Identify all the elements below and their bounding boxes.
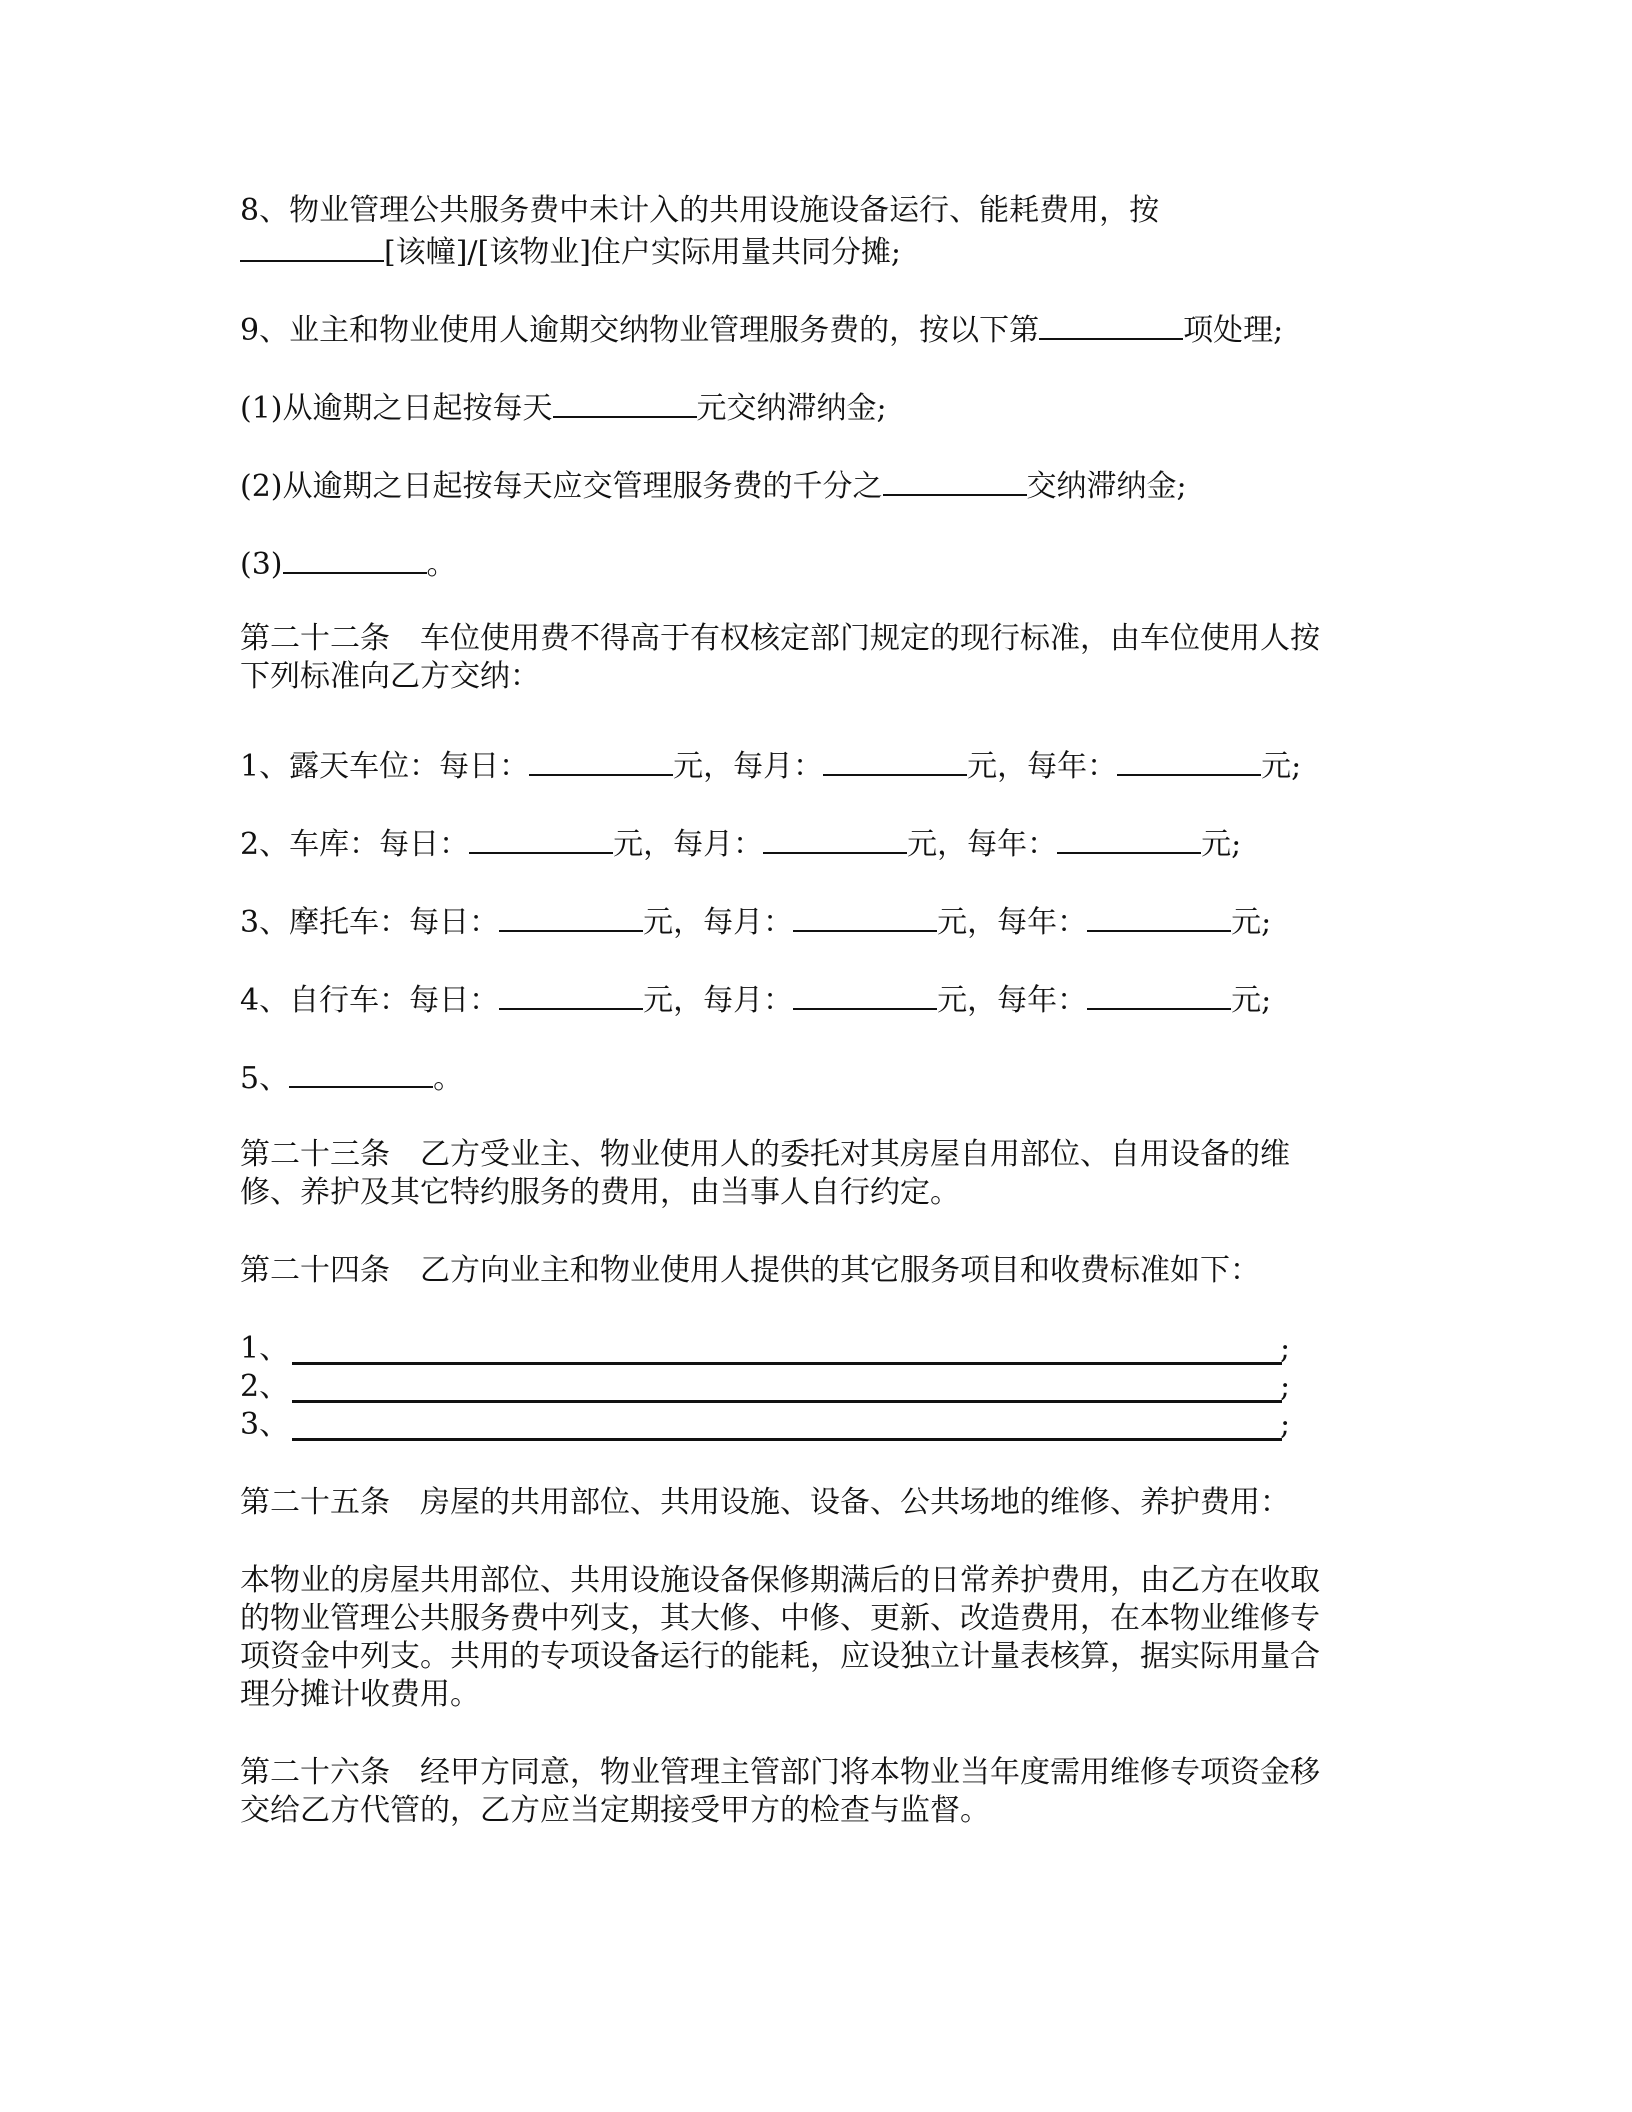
fee-row-motorcycle [240,900,1271,942]
clause-8-line1 [240,192,1159,230]
text: 元; [1231,983,1272,1018]
option-3 [240,542,457,584]
text: 元，每年： [967,749,1118,784]
text: 本物业的房屋共用部位、共用设施设备保修期满后的日常养护费用，由乙方在收取 [240,1563,1320,1598]
fee-row-garage [240,822,1241,864]
service-item-3-end [1280,1406,1290,1444]
text: 3、 [240,1407,290,1442]
text: 8、物业管理公共服务费中未计入的共用设施设备运行、能耗费用，按 [240,193,1160,228]
blank-field [529,744,673,776]
text: 2、 [240,1369,290,1404]
text: (3) [240,547,283,582]
article-22-line2 [240,658,540,696]
text: 第二十三条 乙方受业主、物业使用人的委托对其房屋自用部位、自用设备的维 [240,1137,1290,1172]
clause-9 [240,308,1283,350]
blank-field [1087,900,1231,932]
text: 交纳滞纳金; [1026,469,1187,504]
text: 元，每年： [937,983,1088,1018]
text: 第二十四条 乙方向业主和物业使用人提供的其它服务项目和收费标准如下： [240,1253,1260,1288]
text: 修、养护及其它特约服务的费用，由当事人自行约定。 [240,1175,960,1210]
blank-field [499,900,643,932]
fee-row-outdoor [240,744,1301,786]
text: 1、 [240,1331,290,1366]
blank-field [1039,308,1183,340]
text: 元，每月： [643,905,794,940]
fee-row-bicycle [240,978,1271,1020]
text: 5、 [240,1061,290,1096]
text: 项处理; [1183,313,1284,348]
blank-field [1087,978,1231,1010]
text: (1)从逾期之日起按每天 [240,391,553,426]
blank-field [1117,744,1261,776]
blank-field [823,744,967,776]
clause-8-line2 [240,230,901,272]
text: 4、自行车：每日： [240,983,500,1018]
option-1 [240,386,887,428]
text: 。 [426,547,457,582]
text: ; [1280,1331,1291,1366]
text: 第二十六条 经甲方同意，物业管理主管部门将本物业当年度需用维修专项资金移 [240,1755,1320,1790]
text: 2、车库：每日： [240,827,470,862]
blank-field [469,822,613,854]
text: 元，每月： [643,983,794,1018]
text: 元; [1231,905,1272,940]
article-25-para-line2 [240,1600,1320,1638]
article-25 [240,1484,1290,1522]
service-item-3-label [240,1406,289,1444]
text: 元，每年： [907,827,1058,862]
text: ; [1280,1369,1291,1404]
option-2 [240,464,1187,506]
text: 的物业管理公共服务费中列支，其大修、中修、更新、改造费用，在本物业维修专 [240,1601,1320,1636]
service-item-2-label [240,1368,289,1406]
text: 第二十五条 房屋的共用部位、共用设施、设备、公共场地的维修、养护费用： [240,1485,1290,1520]
article-25-para-line4 [240,1676,480,1714]
article-25-para-line3 [240,1638,1320,1676]
text: 元，每月： [613,827,764,862]
blank-field [499,978,643,1010]
text: 3、摩托车：每日： [240,905,500,940]
blank-field [553,386,697,418]
article-25-para-line1 [240,1562,1320,1600]
article-23-line2 [240,1174,960,1212]
text: 。 [433,1061,464,1096]
text: 元; [1201,827,1242,862]
service-item-2-line [292,1400,1282,1403]
text: 项资金中列支。共用的专项设备运行的能耗，应设独立计量表核算，据实际用量合 [240,1639,1320,1674]
text: 元交纳滞纳金; [696,391,887,426]
service-item-1-label [240,1330,289,1368]
text: 元，每年： [937,905,1088,940]
text: 1、露天车位：每日： [240,749,530,784]
article-26-line1 [240,1754,1320,1792]
blank-field [289,1056,433,1088]
text: 理分摊计收费用。 [240,1677,480,1712]
text: (2)从逾期之日起按每天应交管理服务费的千分之 [240,469,883,504]
article-23-line1 [240,1136,1290,1174]
service-item-1-line [292,1362,1282,1365]
service-item-1-end [1280,1330,1290,1368]
text: 第二十二条 车位使用费不得高于有权核定部门规定的现行标准，由车位使用人按 [240,621,1320,656]
blank-field [793,978,937,1010]
text: 交给乙方代管的，乙方应当定期接受甲方的检查与监督。 [240,1793,990,1828]
text: 元; [1261,749,1302,784]
article-22-line1 [240,620,1320,658]
text: 下列标准向乙方交纳： [240,659,540,694]
service-item-3-line [292,1438,1282,1441]
service-item-2-end [1280,1368,1290,1406]
blank-field [283,542,427,574]
text: [该幢]/[该物业]住户实际用量共同分摊; [384,235,902,270]
fee-row-other [240,1056,463,1098]
blank-field [1057,822,1201,854]
blank-field [793,900,937,932]
blank-field [240,230,384,262]
blank-field [883,464,1027,496]
article-26-line2 [240,1792,990,1830]
text: 9、业主和物业使用人逾期交纳物业管理服务费的，按以下第 [240,313,1040,348]
text: ; [1280,1407,1291,1442]
article-24 [240,1252,1260,1290]
blank-field [763,822,907,854]
text: 元，每月： [673,749,824,784]
